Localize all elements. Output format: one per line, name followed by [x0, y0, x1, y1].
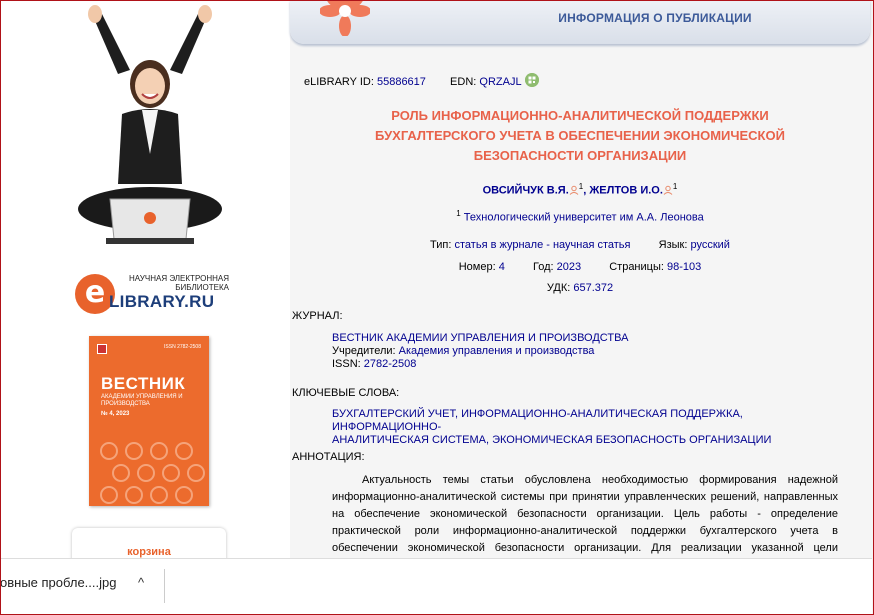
cover-subtitle: АКАДЕМИИ УПРАВЛЕНИЯ И ПРОИЗВОДСТВА: [101, 394, 183, 407]
journal-cover[interactable]: [89, 336, 209, 506]
type-value: статья в журнале - научная статья: [454, 239, 631, 251]
keywords-line[interactable]: БУХГАЛТЕРСКИЙ УЧЕТ, ИНФОРМАЦИОННО-АНАЛИТИЧЕСКАЯ ПОДДЕРЖКА, ИНФОРМАЦИОННО-: [332, 408, 743, 433]
article-title: [330, 106, 830, 166]
left-sidebar: [0, 0, 290, 558]
cover-issn: ISSN 2782-2508: [164, 344, 201, 350]
year-label: Год:: [532, 261, 554, 273]
elibrary-logo[interactable]: [75, 272, 235, 316]
affiliation-link[interactable]: Технологический университет им А.А. Леонова: [463, 211, 704, 224]
number-year-pages-row: [290, 261, 870, 273]
keywords-section-label: КЛЮЧЕВЫЕ СЛОВА:: [292, 387, 400, 399]
year-value: 2023: [556, 261, 582, 273]
publication-ids: [304, 76, 522, 88]
elibrary-id-value: 55886617: [376, 76, 426, 88]
hero-woman-laptop-image: [70, 4, 230, 254]
cover-emblem-icon: [97, 344, 107, 354]
udk-value: 657.372: [573, 282, 614, 294]
elibrary-id-label: eLIBRARY ID:: [304, 76, 374, 88]
download-options-chevron-icon[interactable]: ^: [138, 575, 145, 590]
affiliation-sup: 1: [456, 209, 461, 218]
udk-label: УДК:: [546, 282, 571, 294]
affiliation: [290, 209, 870, 224]
edn-label: EDN:: [450, 76, 477, 88]
keywords-line[interactable]: АНАЛИТИЧЕСКАЯ СИСТЕМА, ЭКОНОМИЧЕСКАЯ БЕЗОПАСНОСТЬ ОРГАНИЗАЦИИ: [332, 434, 772, 446]
cart-label: корзина: [127, 546, 171, 558]
abstract-text: Актуальность темы статьи обусловлена необходимостью формирования надежной информационно-аналитической системы при принятии управленческих решений, направленных на обеспечение экономической безопасности организации. Цель работы - определение практической роли информационно-аналитической поддержки бухгалтерского учета в обеспечении экономической безопасности организации. Для реализации указанной цели: [332, 474, 838, 554]
issn-link[interactable]: 2782-2508: [363, 358, 417, 370]
article-title-line: БУХГАЛТЕРСКОГО УЧЕТА В ОБЕСПЕЧЕНИИ ЭКОНОМИЧЕСКОЙ: [375, 128, 785, 143]
type-language-row: [290, 239, 870, 251]
author-link[interactable]: ОВСИЙЧУК В.Я.: [482, 184, 569, 197]
article-title-line: РОЛЬ ИНФОРМАЦИОННО-АНАЛИТИЧЕСКОЙ ПОДДЕРЖКИ: [391, 108, 769, 123]
pages-label: Страницы:: [609, 261, 664, 273]
elibrary-logo-e-icon: e: [75, 274, 115, 314]
download-separator: [164, 569, 165, 603]
elibrary-logo-wordmark: LIBRARY.RU: [109, 292, 215, 311]
journal-section-label: ЖУРНАЛ:: [292, 310, 343, 322]
type-label: Тип:: [430, 239, 452, 251]
keywords-list: [332, 408, 810, 447]
downloaded-file-name[interactable]: овные пробле....jpg: [0, 575, 117, 590]
cover-issue: № 4, 2023: [101, 411, 130, 417]
abstract-section-label: АННОТАЦИЯ:: [292, 451, 365, 463]
issn-label: ISSN:: [332, 358, 361, 370]
edn-qr-icon[interactable]: [525, 73, 539, 87]
download-bar: [0, 558, 872, 615]
journal-section: [332, 332, 810, 371]
edn-link[interactable]: QRZAJL: [479, 76, 522, 88]
author-link[interactable]: ЖЕЛТОВ И.О.: [589, 184, 663, 197]
pages-value: 98-103: [666, 261, 702, 273]
journal-name-link[interactable]: ВЕСТНИК АКАДЕМИИ УПРАВЛЕНИЯ И ПРОИЗВОДСТВА: [332, 332, 629, 344]
authors-line: ОВСИЙЧУК В.Я. $^1$, ЖЕЛТОВ И.О. $^1$: [482, 182, 678, 197]
number-value[interactable]: 4: [498, 261, 505, 273]
author-affiliation-sup: 1: [578, 182, 584, 191]
article-title-line: БЕЗОПАСНОСТИ ОРГАНИЗАЦИИ: [473, 148, 687, 163]
page-title: ИНФОРМАЦИЯ О ПУБЛИКАЦИИ: [558, 11, 752, 25]
cover-pattern-graphic: [89, 431, 209, 506]
author-profile-icon[interactable]: [569, 185, 579, 195]
founders-link[interactable]: Академия управления и производства: [398, 345, 595, 357]
page-header: [290, 0, 870, 44]
language-value: русский: [690, 239, 730, 251]
cover-title: ВЕСТНИК: [101, 374, 186, 393]
founders-label: Учредители:: [332, 345, 396, 357]
author-affiliation-sup: 1: [672, 182, 678, 191]
udk-row: [290, 282, 870, 294]
number-label: Номер:: [458, 261, 496, 273]
author-profile-icon[interactable]: [663, 185, 673, 195]
publication-info: [290, 44, 870, 558]
language-label: Язык:: [658, 239, 688, 251]
elibrary-logo-caption: НАУЧНАЯ ЭЛЕКТРОННАЯ БИБЛИОТЕКА: [129, 274, 229, 292]
